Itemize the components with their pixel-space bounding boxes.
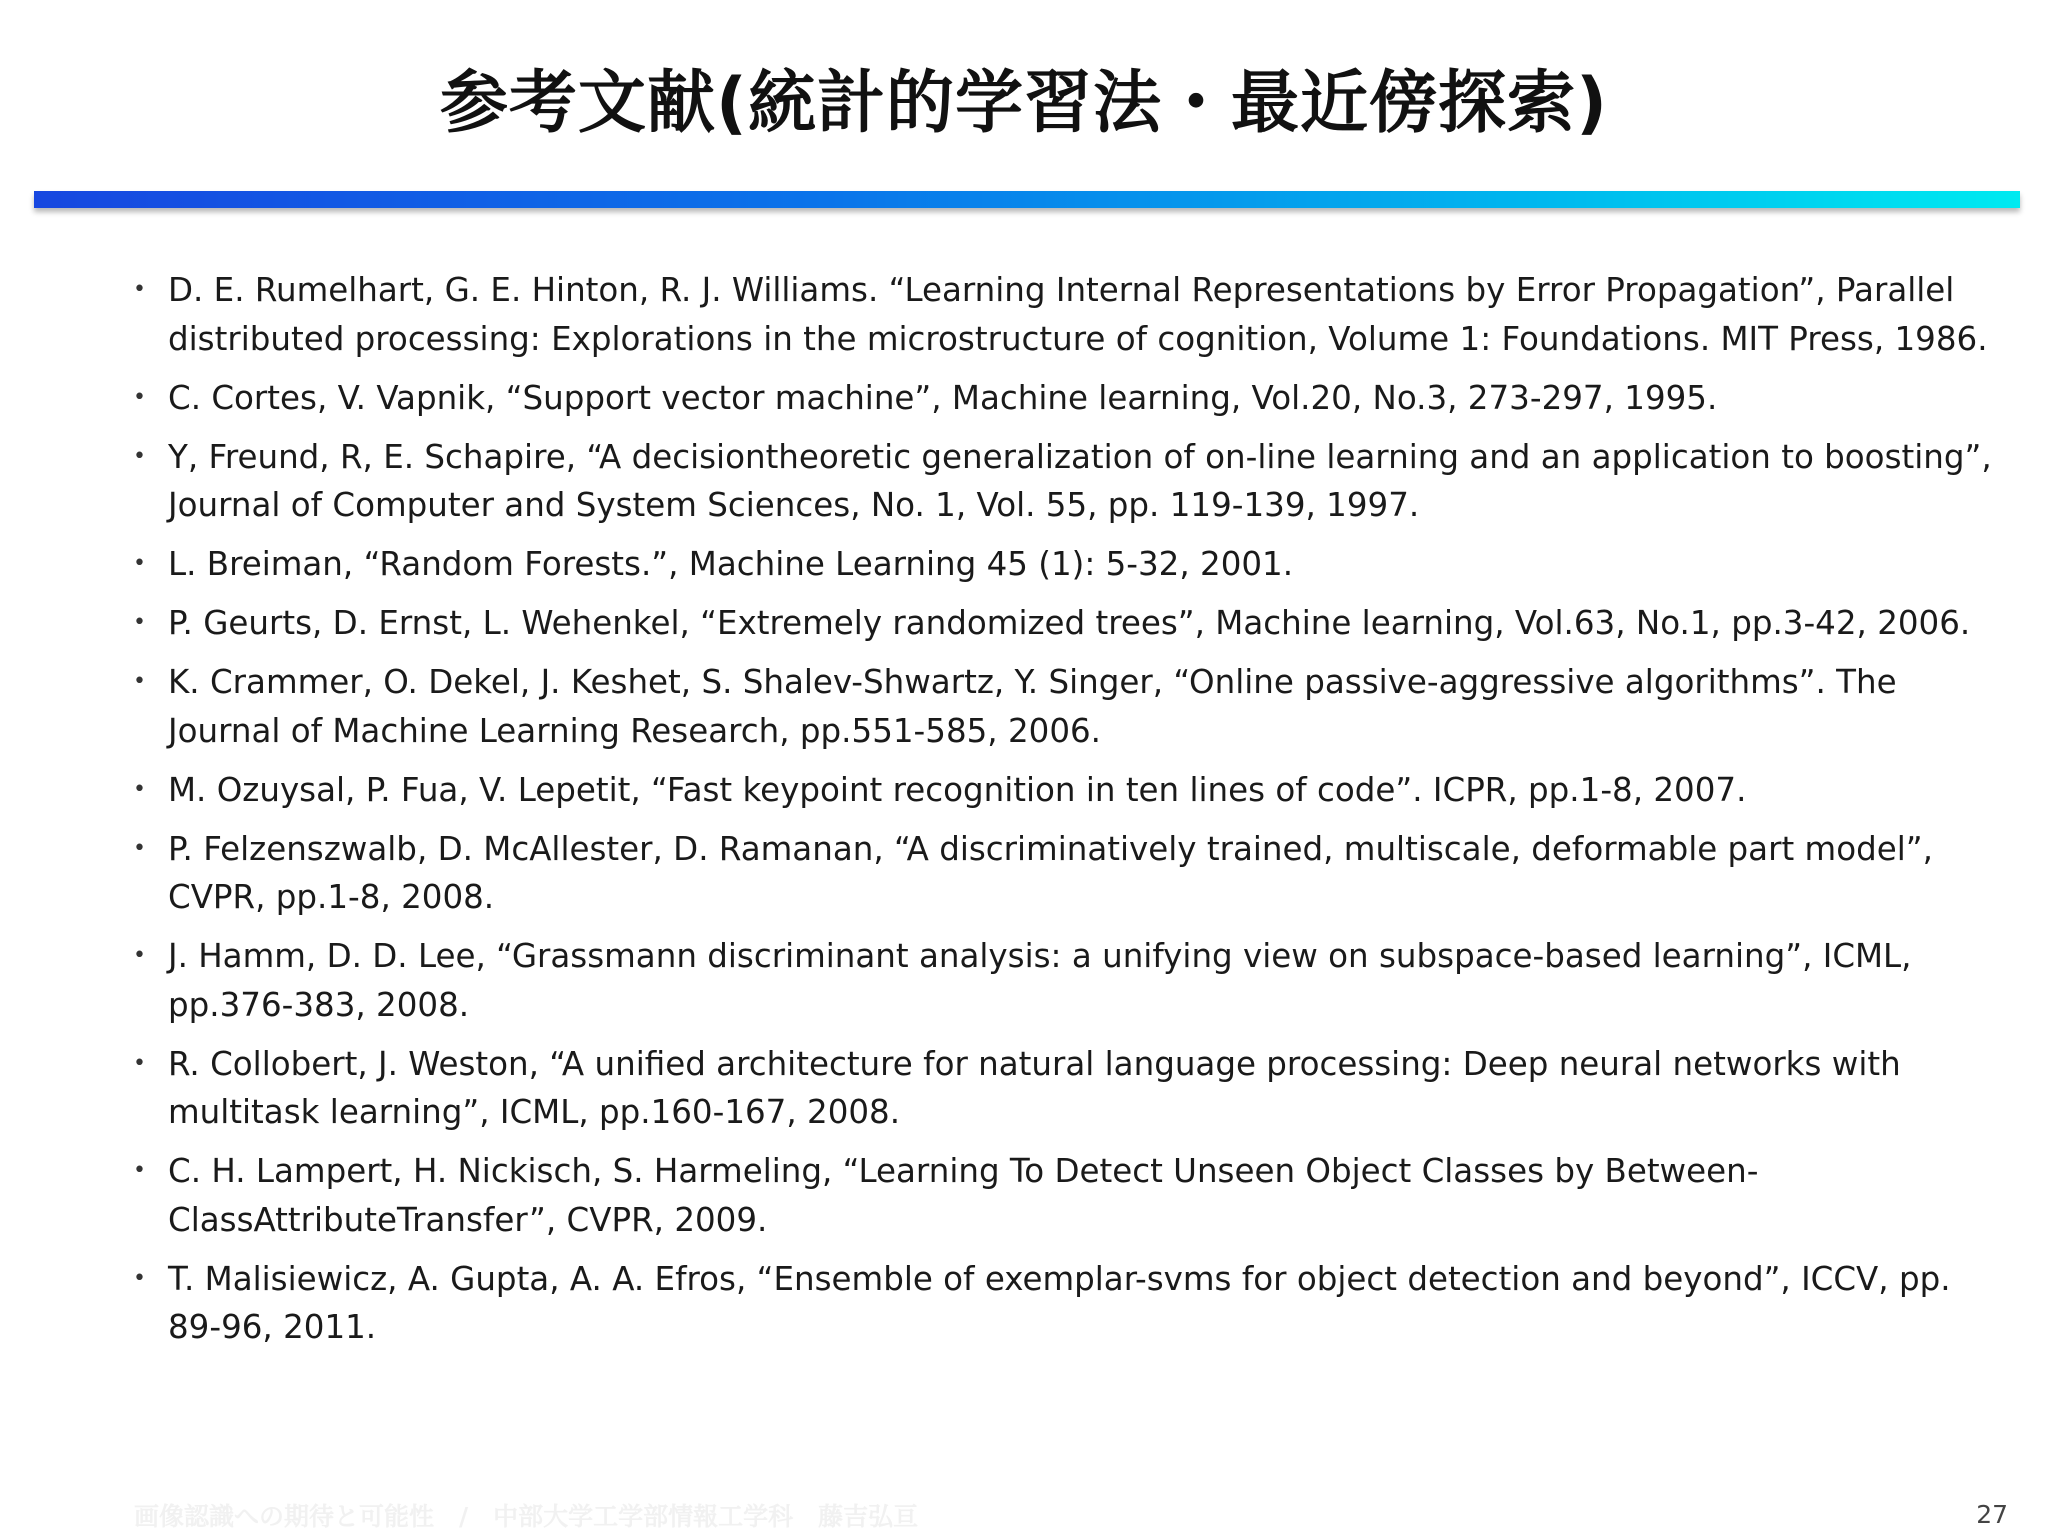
page-number: 27 — [1976, 1500, 2008, 1529]
reference-item — [128, 825, 2008, 922]
reference-list — [128, 266, 2008, 1362]
bullet-icon: • — [133, 943, 146, 968]
bullet-icon: • — [133, 1265, 146, 1291]
reference-text: M. Ozuysal, P. Fua, V. Lepetit, “Fast keypoint recognition in ten lines of code”. ICPR, pp.1-8, 2007. — [168, 770, 1747, 809]
reference-text: L. Breiman, “Random Forests.”, Machine Learning 45 (1): 5-32, 2001. — [168, 545, 1294, 583]
reference-item — [128, 266, 2008, 363]
reference-item — [128, 1040, 2008, 1137]
title-divider — [34, 191, 2020, 208]
bullet-icon: • — [133, 776, 146, 802]
reference-item — [128, 433, 2008, 530]
reference-text: T. Malisiewicz, A. Gupta, A. A. Efros, “Ensemble of exemplar-svms for object detection and beyond”, ICCV, pp. 89-96, 2011. — [168, 1259, 1951, 1346]
bullet-icon: • — [133, 277, 146, 302]
bullet-icon: • — [133, 551, 146, 576]
reference-item — [128, 540, 2008, 589]
bullet-icon: • — [133, 384, 146, 410]
bullet-icon: • — [133, 669, 146, 694]
bullet-icon: • — [133, 443, 146, 469]
reference-text: K. Crammer, O. Dekel, J. Keshet, S. Shalev-Shwartz, Y. Singer, “Online passive-aggressive algorithms”. The Journal of Machine Learning Research, pp.551-585, 2006. — [168, 663, 1897, 750]
bullet-icon: • — [133, 610, 146, 635]
reference-item — [128, 658, 2008, 755]
slide-title: 参考文献(統計的学習法・最近傍探索) — [439, 64, 1609, 143]
bullet-icon: • — [133, 835, 146, 861]
reference-item — [128, 766, 2008, 815]
reference-text: Y, Freund, R, E. Schapire, “A decisiontheoretic generalization of on-line learning and an application to boosting”, Journal of Computer and System Sciences, No. 1, Vol. 55, pp. 119-139, 1997. — [168, 437, 1992, 524]
reference-text: R. Collobert, J. Weston, “A unified architecture for natural language processing: Deep neural networks with multitask learning”, ICML, pp.160-167, 2008. — [168, 1044, 1901, 1131]
reference-item — [128, 374, 2008, 423]
reference-text: J. Hamm, D. D. Lee, “Grassmann discriminant analysis: a unifying view on subspace-based learning”, ICML, pp.376-383, 2008. — [168, 937, 1912, 1024]
reference-text: P. Geurts, D. Ernst, L. Wehenkel, “Extremely randomized trees”, Machine learning, Vol.63, No.1, pp.3-42, 2006. — [168, 604, 1971, 642]
bullet-icon: • — [133, 1158, 146, 1183]
reference-item — [128, 1255, 2008, 1352]
reference-item — [128, 1147, 2008, 1244]
bullet-icon: • — [133, 1050, 146, 1076]
reference-text: D. E. Rumelhart, G. E. Hinton, R. J. Williams. “Learning Internal Representations by Error Propagation”, Parallel distributed processing: Explorations in the microstructure of cognition, Volume 1: Foundations. MIT Press, 1986. — [168, 271, 1988, 358]
reference-text: P. Felzenszwalb, D. McAllester, D. Ramanan, “A discriminatively trained, multiscale, deformable part model”, CVPR, pp.1-8, 2008. — [168, 829, 1933, 916]
slide-footer: 画像認識への期待と可能性 / 中部大学工学部情報工学科 藤吉弘亘 — [134, 1502, 919, 1531]
reference-text: C. H. Lampert, H. Nickisch, S. Harmeling, “Learning To Detect Unseen Object Classes by Between-ClassAttributeTransfer”, CVPR, 2009. — [168, 1152, 1759, 1239]
reference-item — [128, 932, 2008, 1029]
reference-text: C. Cortes, V. Vapnik, “Support vector machine”, Machine learning, Vol.20, No.3, 273-297, 1995. — [168, 378, 1718, 417]
reference-item — [128, 599, 2008, 648]
